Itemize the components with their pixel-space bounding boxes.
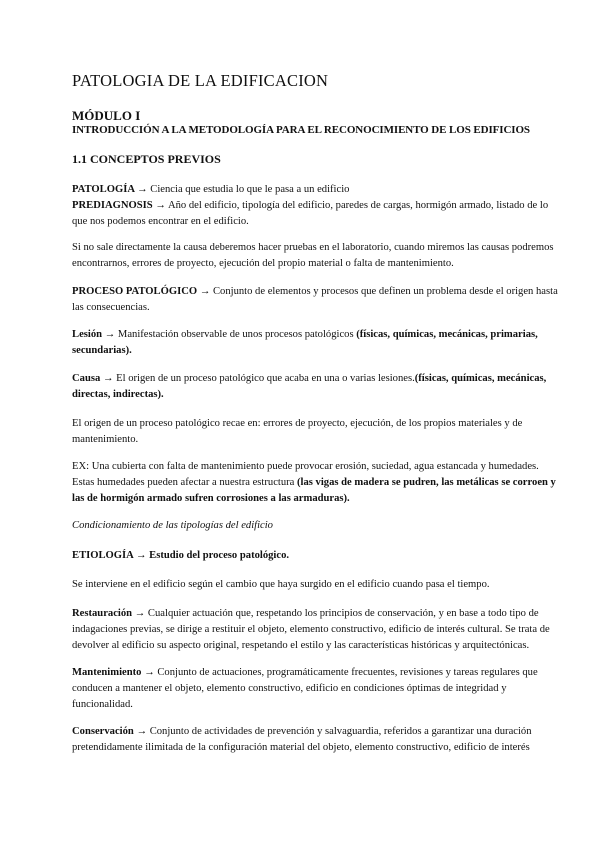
patologia-definition: Ciencia que estudia lo que le pasa a un edificio (147, 184, 350, 195)
prediagnosis-term: PREDIAGNOSIS → (72, 200, 166, 211)
etiologia-definition: Estudio del proceso patológico. (146, 550, 290, 561)
causa-term: Causa → (72, 373, 114, 384)
condicionamiento-line: Condicionamiento de las tipologías del edificio (72, 520, 273, 531)
mantenimiento-term: Mantenimiento → (72, 667, 155, 678)
document-title: PATOLOGIA DE LA EDIFICACION (72, 71, 329, 90)
etiologia-paragraph (72, 548, 562, 564)
lesion-term: Lesión → (72, 329, 116, 340)
laboratory-paragraph: Si no sale directamente la causa deberemos hacer pruebas en el laboratorio, cuando miremos las causas podremos encontrarnos, errores de proyecto, ejecución del propio material o falta de mantenimiento. (72, 242, 554, 269)
lesion-definition: Manifestación observable de unos procesos patológicos (115, 329, 357, 340)
patologia-term: PATOLOGÍA → (72, 184, 148, 195)
proceso-term: PROCESO PATOLÓGICO → (72, 286, 211, 297)
prediagnosis-definition: Año del edificio, tipología del edificio, paredes de cargas, hormigón armado, listado de lo que nos podemos encontrar en el edificio. (72, 200, 549, 227)
conservacion-paragraph (72, 724, 562, 756)
patologia-paragraph (72, 182, 562, 230)
conservacion-term: Conservación → (72, 726, 148, 737)
restauracion-definition: Cualquier actuación que, respetando los principios de conservación, y en base a todo tipo de indagaciones previas, se dirige a restituir el objeto, elemento constructivo, edificio de interés cultural. Se trata de devolver al edificio su aspecto original, respetando el estilo y las características históricas y arquitectónicas. (72, 608, 550, 651)
interviene-paragraph: Se interviene en el edificio según el cambio que haya surgido en el edificio cuando pasa el tiempo. (72, 579, 490, 590)
causa-types: (físicas, químicas, mecánicas, directas, indirectas). (72, 373, 547, 400)
module-subtitle: INTRODUCCIÓN A LA METODOLOGÍA PARA EL RECONOCIMIENTO DE LOS EDIFICIOS (72, 124, 530, 136)
causa-definition: El origen de un proceso patológico que acaba en una o varias lesiones. (113, 373, 415, 384)
lesion-types: (físicas, químicas, mecánicas, primarias, secundarias). (72, 329, 538, 356)
origen-paragraph: El origen de un proceso patológico recae en: errores de proyecto, ejecución, de los propios materiales y de mantenimiento. (72, 418, 523, 445)
causa-paragraph (72, 371, 562, 403)
lesion-paragraph (72, 327, 562, 359)
example-text: EX: Una cubierta con falta de mantenimiento puede provocar erosión, suciedad, agua estancada y humedades. Estas humedades pueden afectar a nuestra estructura (72, 461, 539, 488)
proceso-definition: Conjunto de elementos y procesos que definen un problema desde el origen hasta las consecuencias. (72, 286, 558, 313)
example-bold: (las vigas de madera se pudren, las metálicas se corroen y las de hormigón armado sufren corrosiones a las armaduras). (72, 477, 556, 504)
mantenimiento-definition: Conjunto de actuaciones, programáticamente frecuentes, revisiones y tareas regulares que conducen a mantener el objeto, elemento constructivo, edificio en condiciones óptimas de integridad y funcionalidad. (72, 667, 538, 710)
section-heading: 1.1 CONCEPTOS PREVIOS (72, 152, 221, 166)
example-paragraph (72, 459, 562, 507)
restauracion-term: Restauración → (72, 608, 146, 619)
etiologia-term: ETIOLOGÍA → (72, 550, 147, 561)
restauracion-paragraph (72, 606, 562, 654)
proceso-paragraph (72, 284, 562, 316)
mantenimiento-paragraph (72, 665, 562, 713)
module-heading: MÓDULO I (72, 108, 141, 123)
conservacion-definition: Conjunto de actividades de prevención y salvaguardia, referidos a garantizar una duración pretendidamente ilimitada de la configuración material del objeto, elemento constructivo, edificio de interés (72, 726, 532, 753)
